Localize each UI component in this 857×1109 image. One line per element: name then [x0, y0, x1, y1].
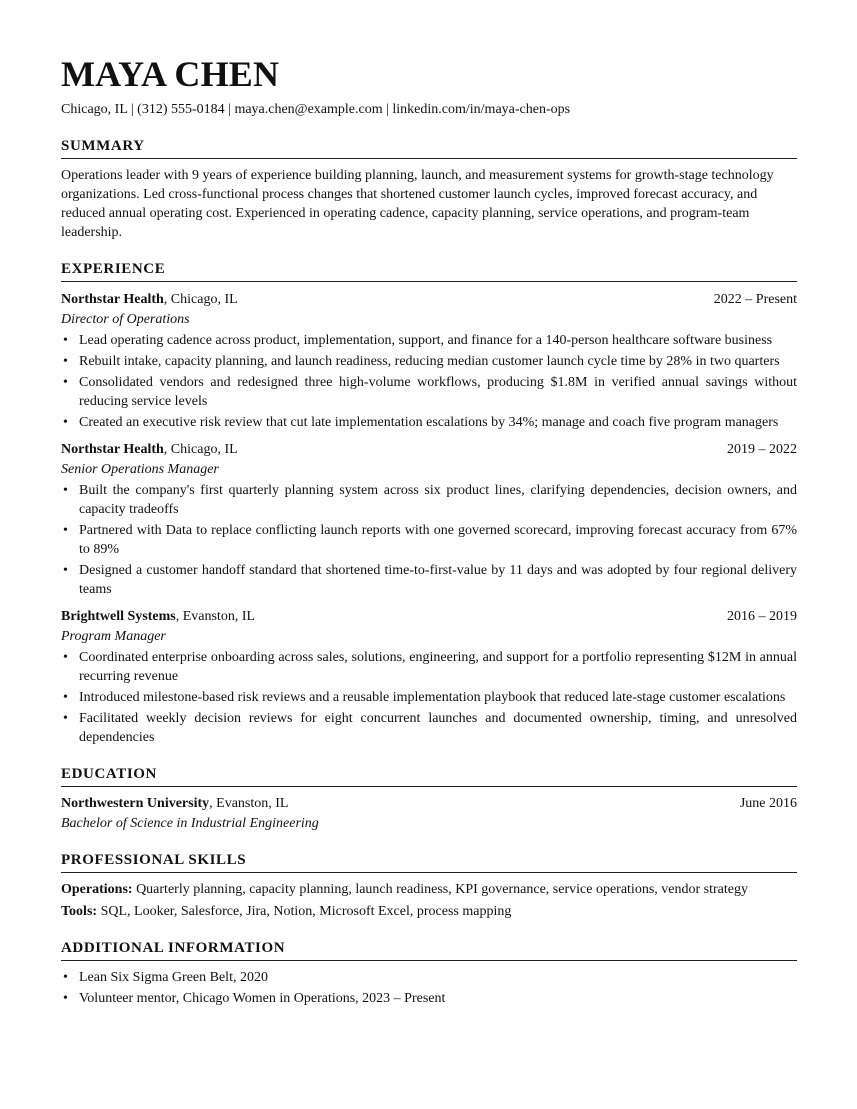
skill-label: Operations:: [61, 882, 133, 897]
additional-list: [61, 968, 797, 1008]
skill-text: SQL, Looker, Salesforce, Jira, Notion, Microsoft Excel, process mapping: [97, 904, 512, 919]
school: [61, 794, 288, 813]
skill-label: Tools:: [61, 904, 98, 919]
additional-section: [61, 939, 797, 1008]
job-entry: [61, 440, 797, 599]
skill-text: Quarterly planning, capacity planning, launch readiness, KPI governance, service operations, vendor strategy: [132, 882, 748, 897]
job-dates: 2016 – 2019: [727, 609, 797, 624]
job-employer: [61, 440, 238, 459]
skill-line-operations: [61, 880, 797, 899]
company-location: , Chicago, IL: [163, 442, 238, 457]
list-item: • Partnered with Data to replace conflicting launch reports with one governed scorecard, improving forecast accuracy from 67% to 89%: [61, 521, 797, 559]
job-dates: 2019 – 2022: [727, 442, 797, 457]
school-name: Northwestern University: [61, 796, 210, 811]
education-header: [61, 794, 797, 813]
section-title-summary: SUMMARY: [61, 137, 797, 159]
list-item: • Lean Six Sigma Green Belt, 2020: [61, 968, 797, 987]
job-employer: [61, 290, 238, 309]
company-location: , Chicago, IL: [163, 292, 238, 307]
summary-text: Operations leader with 9 years of experience building planning, launch, and measurement systems for growth-stage technology organizations. Led cross-functional process changes that shortened customer launch cycles, improved forecast accuracy, and reduced annual operating cost. Experienced in operating cadence, capacity planning, service operations, and program-team leadership.: [61, 168, 774, 240]
job-header: [61, 440, 797, 459]
candidate-name: MAYA CHEN: [61, 54, 280, 94]
skill-line-tools: [61, 902, 797, 921]
list-item: • Introduced milestone-based risk reviews and a reusable implementation playbook that reduced late-stage customer escalations: [61, 688, 797, 707]
section-title-experience: EXPERIENCE: [61, 260, 797, 282]
list-item: • Facilitated weekly decision reviews for eight concurrent launches and documented ownership, timing, and unresolved dependencies: [61, 709, 797, 747]
job-employer: [61, 607, 255, 626]
job-bullets: [61, 481, 797, 599]
education-section: [61, 765, 797, 833]
job-title: Director of Operations: [61, 312, 190, 327]
list-item: • Volunteer mentor, Chicago Women in Operations, 2023 – Present: [61, 989, 797, 1008]
job-bullets: [61, 331, 797, 432]
job-title: Senior Operations Manager: [61, 462, 219, 477]
list-item: • Built the company's first quarterly planning system across six product lines, clarifying dependencies, decision owners, and capacity tradeoffs: [61, 481, 797, 519]
section-title-additional: ADDITIONAL INFORMATION: [61, 939, 797, 961]
job-header: [61, 607, 797, 626]
section-title-skills: PROFESSIONAL SKILLS: [61, 851, 797, 873]
school-location: , Evanston, IL: [209, 796, 289, 811]
company-name: Northstar Health: [61, 292, 164, 307]
degree: Bachelor of Science in Industrial Engineering: [61, 816, 319, 831]
company-name: Brightwell Systems: [61, 609, 176, 624]
list-item: • Consolidated vendors and redesigned three high-volume workflows, producing $1.8M in verified annual savings without reducing service levels: [61, 373, 797, 411]
job-header: [61, 290, 797, 309]
job-dates: 2022 – Present: [713, 292, 797, 307]
company-name: Northstar Health: [61, 442, 164, 457]
experience-section: [61, 260, 797, 747]
job-entry: [61, 290, 797, 432]
summary-section: [61, 137, 797, 242]
list-item: • Coordinated enterprise onboarding across sales, solutions, engineering, and support for a portfolio representing $12M in annual recurring revenue: [61, 648, 797, 686]
section-title-education: EDUCATION: [61, 765, 797, 787]
list-item: • Rebuilt intake, capacity planning, and launch readiness, reducing median customer launch cycle time by 28% in two quarters: [61, 352, 797, 371]
job-bullets: [61, 648, 797, 747]
job-entry: [61, 607, 797, 747]
list-item: • Lead operating cadence across product, implementation, support, and finance for a 140-person healthcare software business: [61, 331, 797, 350]
graduation-date: June 2016: [739, 796, 797, 811]
job-title: Program Manager: [61, 629, 166, 644]
list-item: • Created an executive risk review that cut late implementation escalations by 34%; manage and coach five program managers: [61, 413, 797, 432]
list-item: • Designed a customer handoff standard that shortened time-to-first-value by 11 days and was adopted by four regional delivery teams: [61, 561, 797, 599]
contact-line: Chicago, IL | (312) 555-0184 | maya.chen@example.com | linkedin.com/in/maya-chen-ops: [61, 102, 571, 117]
company-location: , Evanston, IL: [175, 609, 256, 624]
skills-section: [61, 851, 797, 921]
